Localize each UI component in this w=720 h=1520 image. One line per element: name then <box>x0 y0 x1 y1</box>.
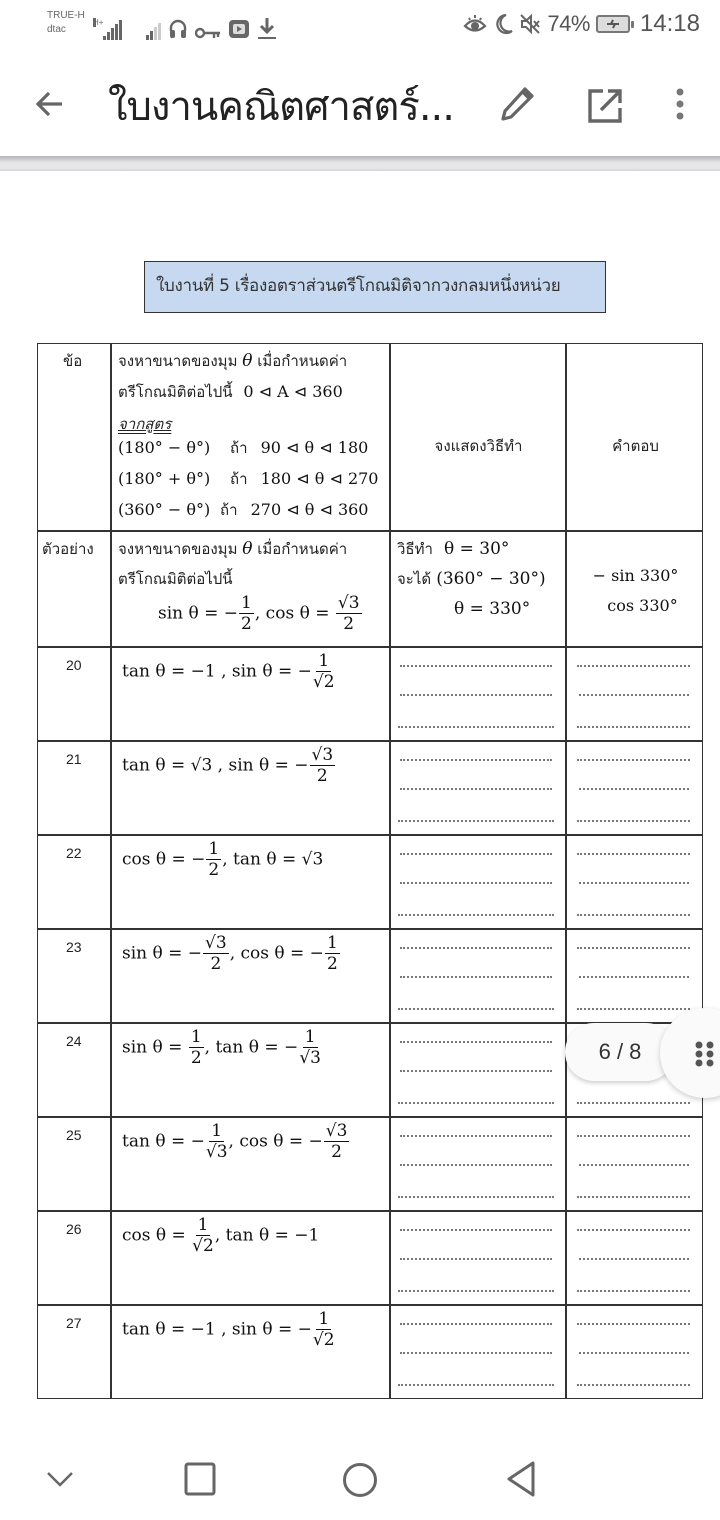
formula-expression: (180° − θ°) <box>118 438 211 457</box>
final-answer-line[interactable] <box>577 726 690 728</box>
question-expression <box>122 747 336 785</box>
formula-condition: 90 ⊲ θ ⊲ 180 <box>260 438 369 457</box>
clock: 14:18 <box>639 10 700 37</box>
formula-condition-word: ถ้า <box>230 470 248 488</box>
header-item-number: ข้อ <box>63 352 83 370</box>
final-answer-line[interactable] <box>577 914 690 916</box>
fraction <box>313 653 335 691</box>
method-answer-line[interactable] <box>400 1229 552 1231</box>
example-given <box>158 595 386 633</box>
question-expression <box>122 1123 350 1161</box>
fraction <box>299 1029 321 1067</box>
header-instruction <box>118 349 386 529</box>
header-method: จงแสดงวิธีทำ <box>434 437 523 455</box>
fraction <box>203 935 229 973</box>
method-answer-line[interactable] <box>400 788 552 790</box>
document-title: ใบงานคณิตศาสตร์... <box>108 84 454 130</box>
denominator: √3 <box>205 1142 228 1162</box>
method-answer-line[interactable] <box>398 726 554 728</box>
method-answer-line[interactable] <box>400 882 552 884</box>
final-answer-line[interactable] <box>577 1008 690 1010</box>
fraction <box>313 1311 335 1349</box>
example-text: เมื่อกำหนดค่า <box>257 540 348 558</box>
final-answer-line[interactable] <box>577 759 690 761</box>
question-number: 26 <box>66 1221 82 1237</box>
method-answer-line[interactable] <box>398 1008 554 1010</box>
math-expression: , cos θ = <box>254 603 335 624</box>
fraction <box>206 841 221 879</box>
math-expression: , tan θ = − <box>204 1037 299 1058</box>
instruction-text: เมื่อกำหนดค่า <box>257 352 348 370</box>
final-answer-line[interactable] <box>579 788 689 790</box>
formula-condition-word: ถ้า <box>220 501 238 519</box>
download-icon <box>257 16 277 40</box>
question-expression <box>122 1217 319 1255</box>
back-triangle-icon[interactable] <box>505 1460 537 1498</box>
final-answer-line[interactable] <box>577 947 690 949</box>
method-answer-line[interactable] <box>400 947 552 949</box>
final-answer-line[interactable] <box>577 1290 690 1292</box>
fraction <box>206 1123 228 1161</box>
denominator: 2 <box>210 954 222 974</box>
example-method <box>397 537 565 619</box>
question-expression <box>122 1311 336 1349</box>
math-expression: , cos θ = − <box>229 943 324 964</box>
math-expression: cos θ = <box>122 1225 192 1246</box>
final-answer-line[interactable] <box>579 694 689 696</box>
system-nav-bar <box>0 1440 720 1520</box>
signal-icon <box>146 20 161 40</box>
fraction <box>325 935 340 973</box>
carrier-1: TRUE-H <box>47 10 85 21</box>
theta-symbol: θ <box>242 351 253 371</box>
numerator: √3 <box>325 1121 348 1141</box>
instruction-text: ตรีโกณมิติต่อไปนี้ <box>118 383 233 401</box>
numerator: √3 <box>337 593 360 613</box>
toolbar-shadow <box>0 156 720 171</box>
method-answer-line[interactable] <box>400 976 552 978</box>
formula-expression: (180° + θ°) <box>118 469 211 488</box>
method-answer-line[interactable] <box>398 1196 554 1198</box>
numerator: 1 <box>241 593 252 613</box>
denominator: 2 <box>190 1048 202 1068</box>
method-step: θ = 30° <box>443 539 510 559</box>
method-label: จะได้ <box>397 570 432 588</box>
numerator: 1 <box>318 651 330 671</box>
question-row <box>38 741 704 835</box>
formula-condition: 180 ⊲ θ ⊲ 270 <box>260 469 379 488</box>
math-expression: sin θ = − <box>158 603 239 624</box>
method-answer-line[interactable] <box>400 1041 552 1043</box>
question-number: 20 <box>66 657 82 673</box>
method-answer-line[interactable] <box>398 820 554 822</box>
grid-dots-icon <box>694 1040 718 1068</box>
header-answer: คำตอบ <box>612 437 659 455</box>
formula-expression: (360° − θ°) <box>118 500 211 519</box>
method-answer-line[interactable] <box>400 853 552 855</box>
recents-square-icon[interactable] <box>184 1462 216 1496</box>
final-answer-line[interactable] <box>577 1229 690 1231</box>
worksheet-table <box>37 343 703 1399</box>
math-expression: tan θ = −1 , sin θ = − <box>122 1319 312 1340</box>
question-expression <box>122 935 341 973</box>
answer-line: − sin 330° <box>592 566 679 585</box>
answer-line: cos 330° <box>607 596 678 615</box>
denominator: 2 <box>343 614 355 634</box>
numerator: √3 <box>205 933 227 953</box>
question-number: 22 <box>66 845 82 861</box>
method-answer-line[interactable] <box>400 1164 552 1166</box>
math-expression: tan θ = √3 , sin θ = − <box>122 755 309 776</box>
example-text: จงหาขนาดของมุม <box>118 540 238 558</box>
numerator: √3 <box>311 745 334 765</box>
formula-condition-word: ถ้า <box>230 439 248 457</box>
numerator: 1 <box>211 1121 223 1141</box>
math-expression: tan θ = − <box>122 1131 205 1152</box>
fraction <box>192 1217 214 1255</box>
page-indicator[interactable]: 6 / 8 <box>565 1023 675 1081</box>
denominator: 2 <box>208 860 220 880</box>
final-answer-line[interactable] <box>579 976 689 978</box>
question-number: 27 <box>66 1315 82 1331</box>
headset-icon <box>168 18 188 40</box>
math-expression: , tan θ = √3 <box>222 849 324 870</box>
status-icons-right <box>463 10 700 38</box>
question-row <box>38 929 704 1023</box>
method-answer-line[interactable] <box>398 1102 554 1104</box>
denominator: √2 <box>312 1330 335 1350</box>
fraction <box>189 1029 204 1067</box>
battery-percent: 74% <box>547 11 590 36</box>
final-answer-line[interactable] <box>577 1323 690 1325</box>
edit-pencil-icon[interactable] <box>497 84 537 124</box>
open-external-icon[interactable] <box>585 86 625 126</box>
question-row <box>38 1211 704 1305</box>
formula-label: จากสูตร <box>118 415 172 433</box>
question-number: 24 <box>66 1033 82 1049</box>
final-answer-line[interactable] <box>577 1384 690 1386</box>
carrier-2: dtac <box>47 24 66 35</box>
final-answer-line[interactable] <box>577 853 690 855</box>
do-not-disturb-moon-icon <box>493 13 513 35</box>
question-expression <box>122 1029 322 1067</box>
method-answer-line[interactable] <box>400 1070 552 1072</box>
question-number: 25 <box>66 1127 82 1143</box>
fraction <box>239 595 254 633</box>
final-answer-line[interactable] <box>577 1196 690 1198</box>
media-icon <box>228 18 250 40</box>
method-answer-line[interactable] <box>400 1352 552 1354</box>
formula-row <box>118 467 386 498</box>
denominator: 2 <box>331 1142 342 1162</box>
app-bar <box>0 56 720 156</box>
formula-row <box>118 498 386 529</box>
question-row <box>38 1305 704 1399</box>
carrier-labels <box>47 9 85 37</box>
method-step: θ = 330° <box>454 599 531 619</box>
method-answer-line[interactable] <box>400 1258 552 1260</box>
numerator: 1 <box>190 1027 202 1047</box>
method-answer-line[interactable] <box>400 759 552 761</box>
math-expression: , cos θ = − <box>228 1131 323 1152</box>
theta-symbol: θ <box>242 539 253 559</box>
question-row <box>38 1117 704 1211</box>
fraction <box>310 747 336 785</box>
question-expression <box>122 653 336 691</box>
method-label: วิธีทำ <box>397 540 433 558</box>
denominator: √3 <box>299 1048 321 1068</box>
question-expression <box>122 841 323 879</box>
final-answer-line[interactable] <box>577 665 690 667</box>
method-answer-line[interactable] <box>398 914 554 916</box>
fraction <box>324 1123 350 1161</box>
method-step: (360° − 30°) <box>436 569 546 589</box>
denominator: 2 <box>326 954 338 974</box>
status-icons-left <box>93 12 277 40</box>
denominator: 2 <box>241 614 252 634</box>
back-arrow-icon[interactable] <box>30 84 70 124</box>
denominator: √2 <box>192 1236 214 1256</box>
eye-comfort-icon <box>463 13 487 35</box>
final-answer-line[interactable] <box>579 1164 689 1166</box>
final-answer-line[interactable] <box>577 1102 690 1104</box>
question-number: 21 <box>66 751 82 767</box>
network-type: H+ <box>93 18 104 27</box>
instruction-text: จงหาขนาดของมุม <box>118 352 238 370</box>
example-label: ตัวอย่าง <box>42 540 94 558</box>
numerator: 1 <box>318 1309 330 1329</box>
fraction <box>336 595 362 633</box>
mute-icon <box>519 13 541 35</box>
numerator: 1 <box>326 933 338 953</box>
formula-condition: 270 ⊲ θ ⊲ 360 <box>250 500 369 519</box>
signal-icon <box>93 20 127 40</box>
home-circle-icon[interactable] <box>342 1462 378 1498</box>
final-answer-line[interactable] <box>579 882 689 884</box>
numerator: 1 <box>304 1027 316 1047</box>
battery-charging-icon <box>596 15 630 33</box>
final-answer-line[interactable] <box>577 1135 690 1137</box>
question-row <box>38 835 704 929</box>
more-vert-icon[interactable] <box>665 84 695 124</box>
math-expression: cos θ = − <box>122 849 206 870</box>
angle-range: 0 ⊲ A ⊲ 360 <box>243 382 343 401</box>
vpn-key-icon <box>195 26 221 40</box>
final-answer-line[interactable] <box>577 820 690 822</box>
example-text: ตรีโกณมิติต่อไปนี้ <box>118 570 233 588</box>
status-bar <box>0 0 720 56</box>
denominator: √2 <box>312 672 335 692</box>
example-answer <box>567 566 704 615</box>
math-expression: sin θ = <box>122 1037 188 1058</box>
formula-row <box>118 436 386 467</box>
method-answer-line[interactable] <box>398 1384 554 1386</box>
numerator: 1 <box>197 1215 209 1235</box>
question-number: 23 <box>66 939 82 955</box>
question-row <box>38 647 704 741</box>
math-expression: , tan θ = −1 <box>214 1225 320 1246</box>
method-answer-line[interactable] <box>400 694 552 696</box>
method-answer-line[interactable] <box>400 665 552 667</box>
final-answer-line[interactable] <box>579 1352 689 1354</box>
numerator: 1 <box>208 839 220 859</box>
method-answer-line[interactable] <box>400 1135 552 1137</box>
worksheet-title: ใบงานที่ 5 เรื่องอตราส่วนตรีโกณมิติจากวงกลมหนึ่งหน่วย <box>144 261 606 313</box>
final-answer-line[interactable] <box>579 1258 689 1260</box>
math-expression: sin θ = − <box>122 943 203 964</box>
method-answer-line[interactable] <box>398 1290 554 1292</box>
math-expression: tan θ = −1 , sin θ = − <box>122 661 312 682</box>
hide-nav-chevron-icon[interactable] <box>45 1468 75 1488</box>
example-question <box>118 537 386 633</box>
denominator: 2 <box>316 766 328 786</box>
method-answer-line[interactable] <box>400 1323 552 1325</box>
row-divider <box>38 530 702 532</box>
